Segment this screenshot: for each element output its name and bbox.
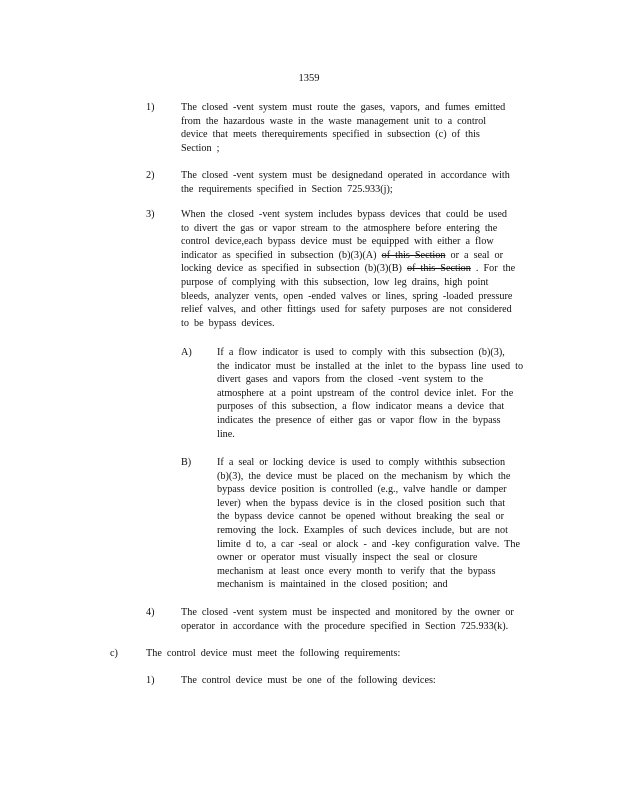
text-line: line. xyxy=(217,428,235,440)
item-text xyxy=(181,674,436,688)
text-line: from the hazardous waste in the waste management unit to a control xyxy=(181,115,487,127)
text-line: bypass device position is controlled (e.g., valve handle or damper xyxy=(217,484,507,496)
text-line: The closed -vent system must be inspected and monitored by the owner or xyxy=(181,607,514,618)
item-text xyxy=(181,606,514,633)
text-line: the bypass device cannot be opened without breaking the seal or xyxy=(217,511,504,523)
text-line: device that meets therequirements specified in subsection (c) of this xyxy=(181,129,480,141)
text-line: The closed -vent system must route the gases, vapors, and fumes emitted xyxy=(181,102,506,113)
item-marker: c) xyxy=(110,648,118,659)
text-line: bleeds, analyzer vents, open -ended valves or lines, spring -loaded pressure xyxy=(181,290,513,302)
text-line: purposes of this subsection, a flow indicator means a device that xyxy=(217,401,505,413)
text-line: indicates the presence of either gas or vapor flow in the bypass xyxy=(217,414,501,426)
text-line: atmosphere at a point upstream of the control device inlet. For the xyxy=(217,387,514,399)
struck-text: of this Section xyxy=(407,263,471,275)
text-line: The control device must meet the following requirements: xyxy=(146,648,401,659)
item-text xyxy=(181,169,510,196)
item-marker: B) xyxy=(181,457,192,468)
text-line: to divert the gas or vapor stream to the atmosphere before entering the xyxy=(181,222,498,234)
text-line: relief valves, and other fittings used for safety purposes are not considered xyxy=(181,304,512,316)
text-line: limite d to, a car -seal or alock - and -key configuration valve. The xyxy=(217,538,521,550)
text-line: to be bypass devices. xyxy=(181,317,275,329)
item-marker: 1) xyxy=(146,675,155,686)
text-line: Section ; xyxy=(181,142,220,154)
text-line: When the closed -vent system includes bypass devices that could be used xyxy=(181,209,507,220)
item-text xyxy=(181,208,515,330)
text-segment: indicator as specified in subsection (b)(3)(A) xyxy=(181,249,377,261)
text-line: control device,each bypass device must be equipped with either a flow xyxy=(181,236,494,248)
text-line: The control device must be one of the following devices: xyxy=(181,675,436,686)
text-line: mechanism is maintained in the closed position; and xyxy=(217,579,448,591)
item-text xyxy=(146,647,400,661)
text-line xyxy=(181,262,515,276)
item-marker: A) xyxy=(181,347,192,358)
item-marker: 1) xyxy=(146,102,155,113)
item-marker: 3) xyxy=(146,209,155,220)
text-line: the requirements specified in Section 725.933(j); xyxy=(181,183,393,195)
text-line: If a seal or locking device is used to comply withthis subsection xyxy=(217,457,506,468)
text-segment: or a seal or xyxy=(450,249,503,261)
page-number: 1359 xyxy=(298,73,320,84)
text-segment: . For the xyxy=(475,263,516,275)
text-line: lever) when the bypass device is in the closed position such that xyxy=(217,497,506,509)
item-marker: 4) xyxy=(146,607,155,618)
item-text xyxy=(217,346,523,441)
text-line: If a flow indicator is used to comply with this subsection (b)(3), xyxy=(217,347,505,358)
text-line: operator in accordance with the procedure specified in Section 725.933(k). xyxy=(181,620,509,632)
item-text xyxy=(217,456,520,592)
text-line: purpose of complying with this subsection, low leg drains, high point xyxy=(181,276,489,288)
text-line: mechanism at least once every month to verify that the bypass xyxy=(217,565,496,577)
text-line: The closed -vent system must be designedand operated in accordance with xyxy=(181,170,510,181)
text-line: owner or operator must visually inspect the seal or closure xyxy=(217,552,478,564)
item-marker: 2) xyxy=(146,170,155,181)
item-text xyxy=(181,101,505,155)
text-line: (b)(3), the device must be placed on the mechanism by which the xyxy=(217,470,511,482)
text-line xyxy=(181,249,515,263)
text-line: removing the lock. Examples of such devices include, but are not xyxy=(217,524,508,536)
text-segment: locking device as specified in subsection (b)(3)(B) xyxy=(181,263,402,275)
struck-text: of this Section xyxy=(381,249,446,261)
text-line: the indicator must be installed at the inlet to the bypass line used to xyxy=(217,360,524,372)
text-line: divert gases and vapors from the closed -vent system to the xyxy=(217,374,484,386)
